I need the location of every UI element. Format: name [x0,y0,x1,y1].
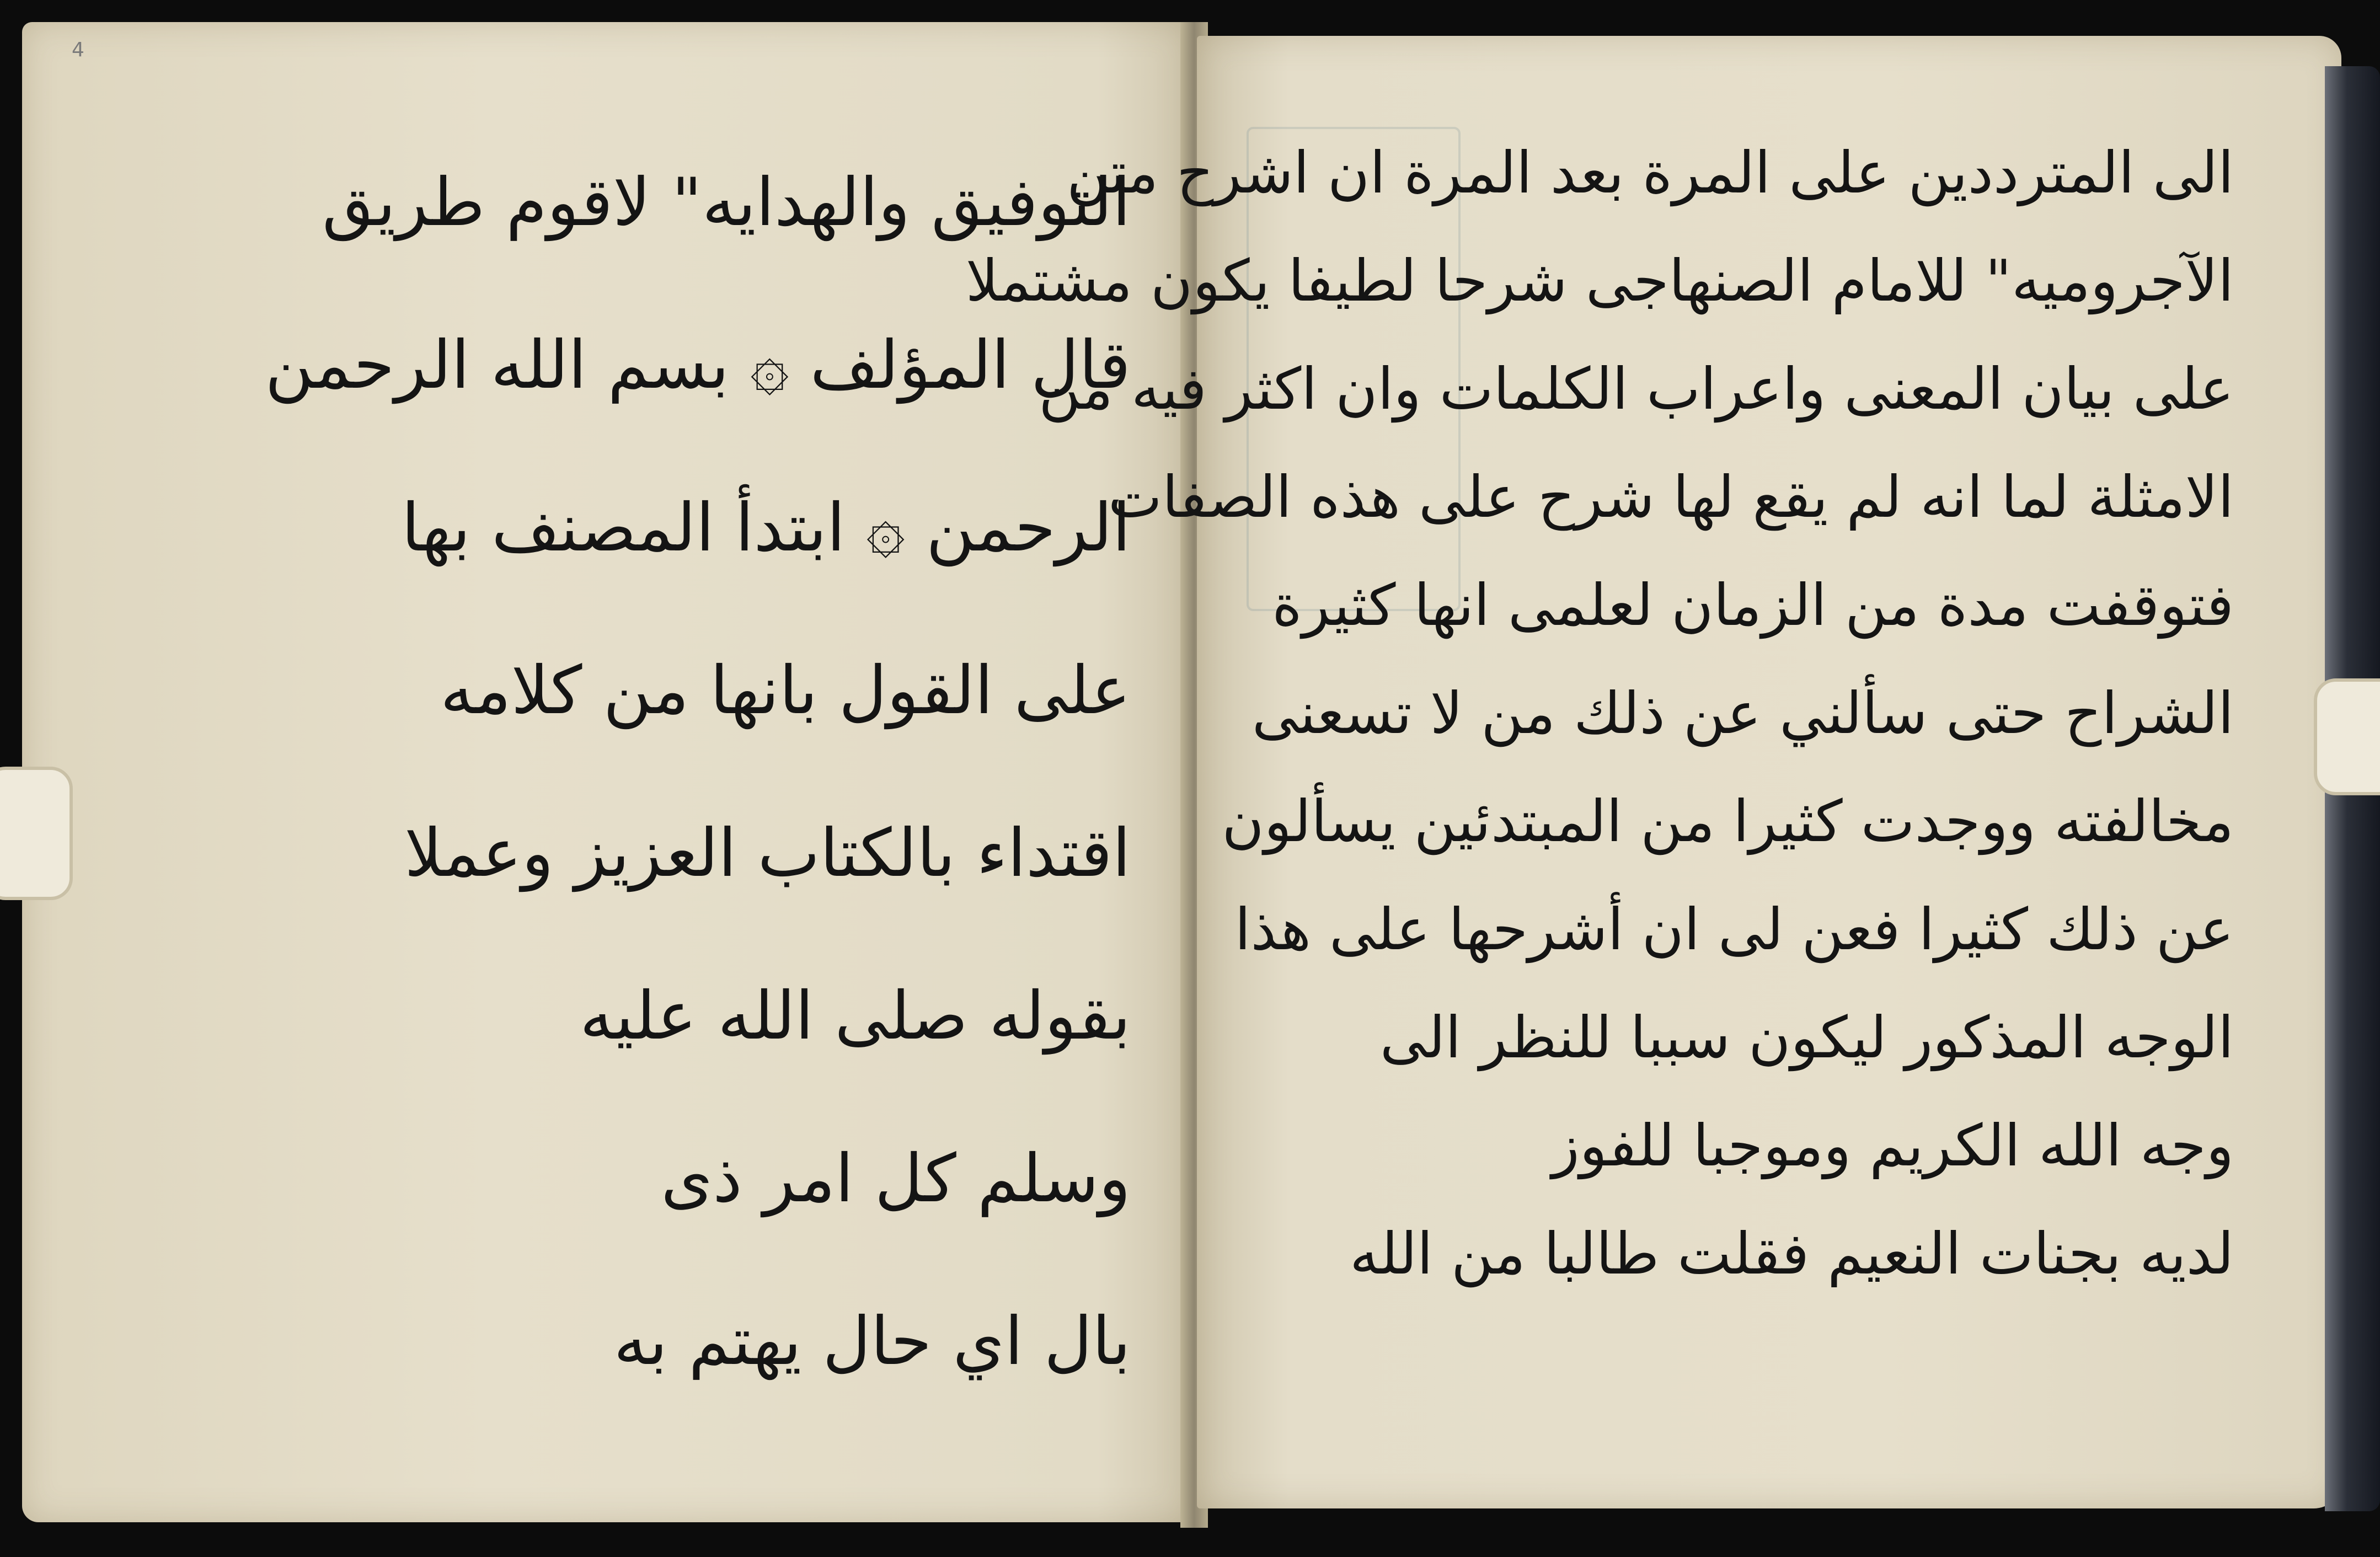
text-line: الامثلة لما انه لم يقع لها شرح على هذه الصفات [1108,463,2234,531]
text-line: على القول بانها من كلامه [440,652,1131,729]
left-page-clip [0,767,73,900]
text-line: لديه بجنات النعيم فقلت طالبا من الله [1350,1220,2234,1287]
text-line: الرحمن ۞ ابتدأ المصنف بها [401,490,1131,566]
right-page-text [965,119,2234,1308]
text-line: قال المؤلف ۞ بسم الله الرحمن [265,327,1131,404]
text-line: الشراح حتى سألني عن ذلك من لا تسعنى [1251,679,2234,747]
text-line: على بيان المعنى واعراب الكلمات وان اكثر فيه من [1039,355,2234,422]
text-line: بقوله صلى الله عليه [580,978,1131,1055]
text-line: وجه الله الكريم وموجبا للفوز [1552,1112,2234,1179]
pencil-page-mark: 4 [72,39,84,61]
text-line: الآجروميه" للامام الصنهاجى شرحا لطيفا يكون مشتملا [965,247,2234,314]
text-line: فتوقفت مدة من الزمان لعلمى انها كثيرة [1272,571,2234,639]
text-line: مخالفته ووجدت كثيرا من المبتدئين يسألون [1222,788,2234,855]
right-page-clip [2314,678,2380,795]
text-line: اقتداء بالكتاب العزيز وعملا [404,815,1131,892]
text-line: بال اي حال يهتم به [613,1303,1131,1380]
text-line: الوجه المذكور ليكون سببا للنظر الى [1379,1004,2234,1071]
text-line: عن ذلك كثيرا فعن لى ان أشرحها على هذا [1234,896,2234,963]
text-line: التوفيق والهدايه" لاقوم طريق [322,164,1131,241]
text-line: الى المترددين على المرة بعد المرة ان اشرح متن [1066,139,2234,206]
text-line: وسلم كل امر ذى [661,1141,1131,1217]
